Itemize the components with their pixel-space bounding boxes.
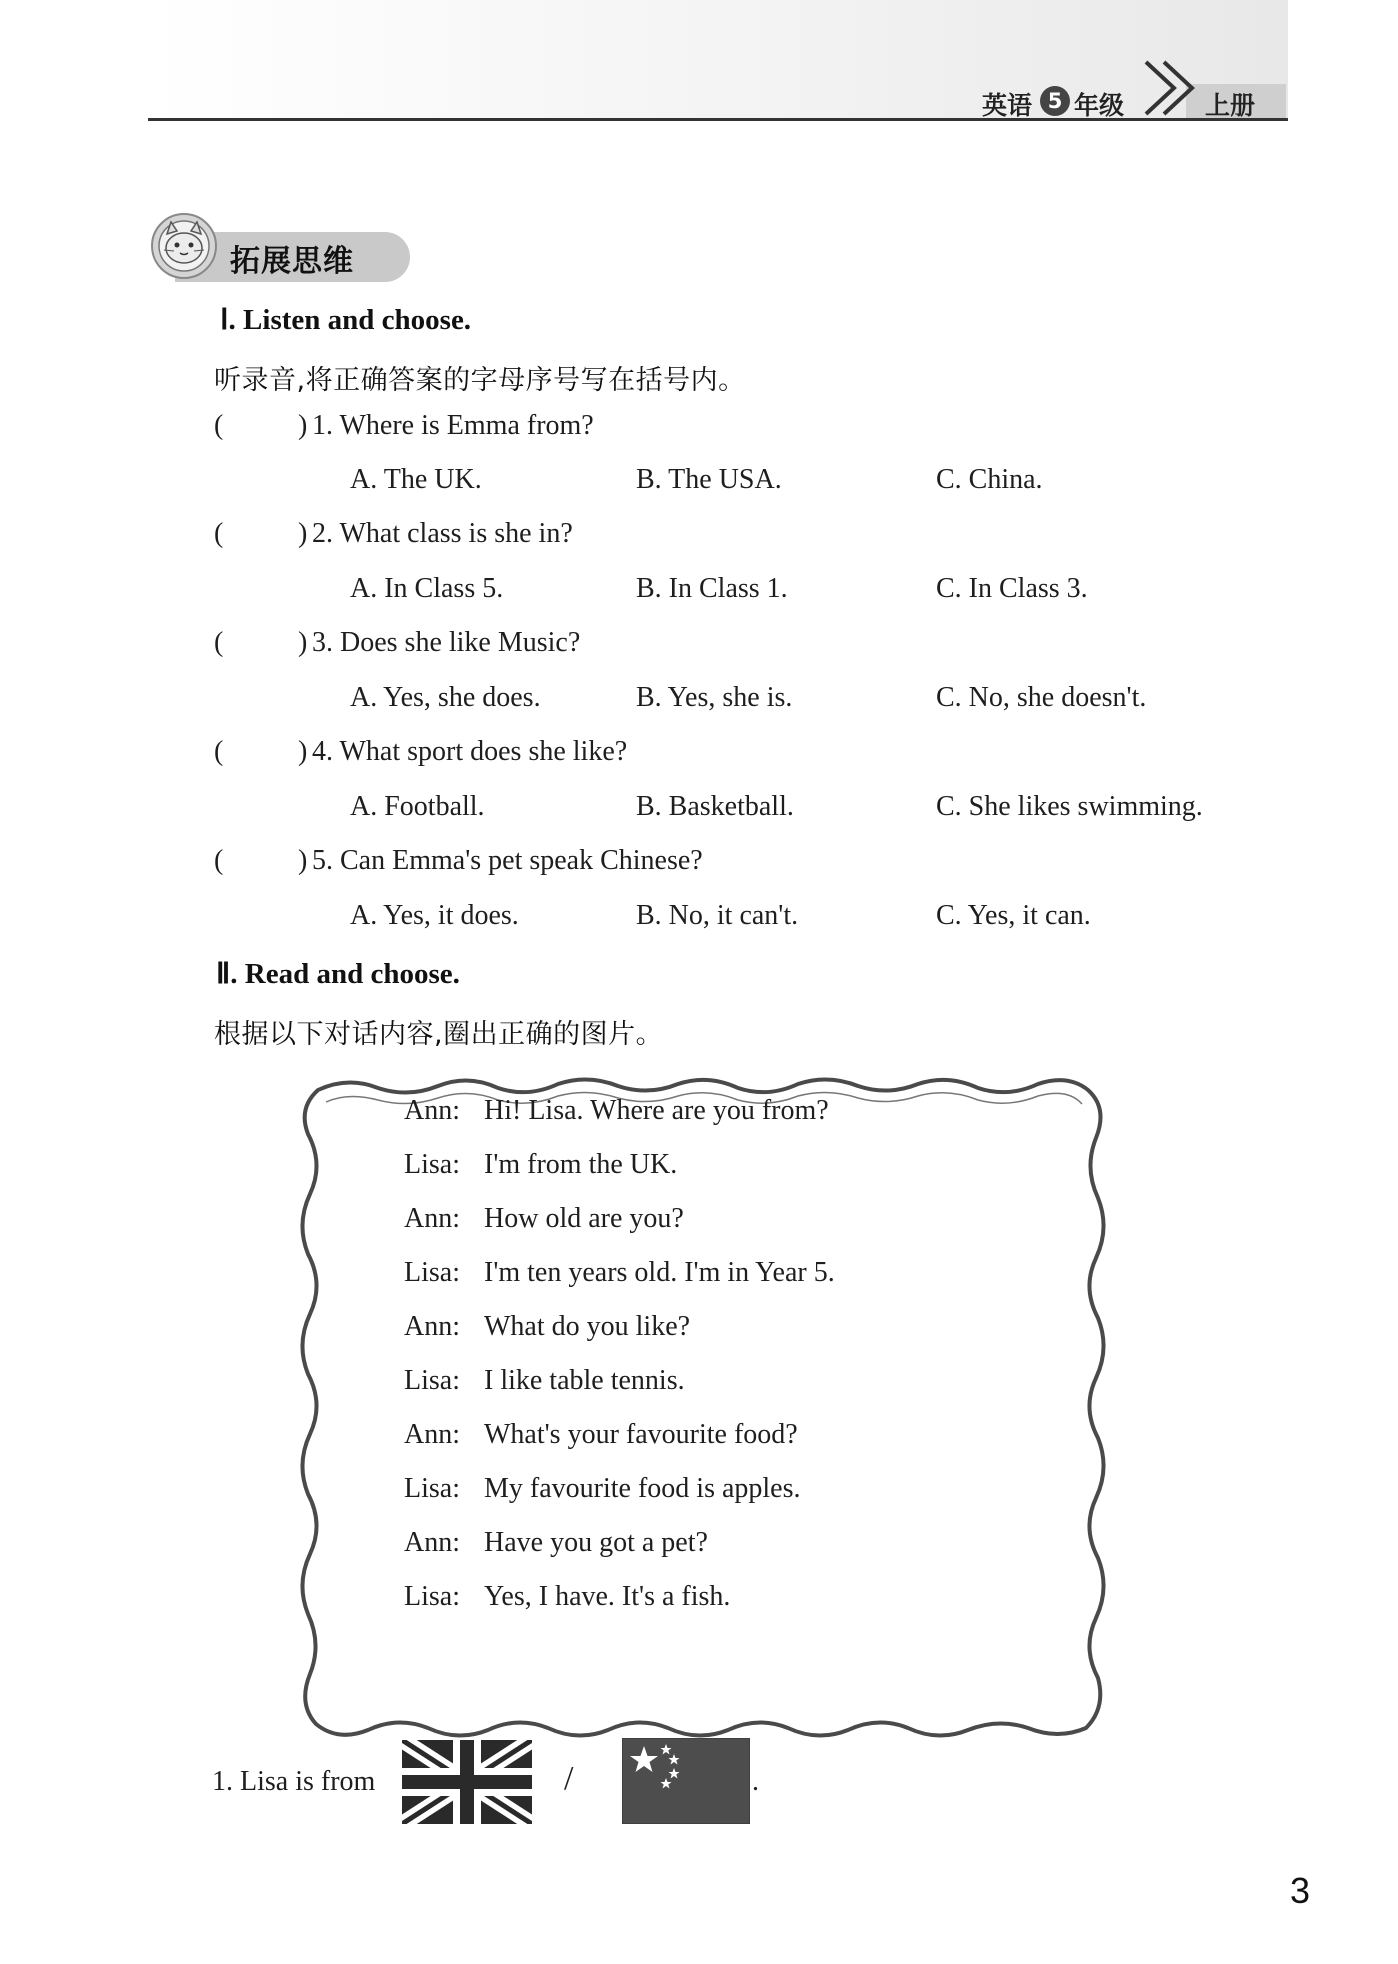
dialogue-speaker: Ann: (404, 1527, 460, 1558)
answer-blank-3[interactable] (232, 623, 294, 659)
header-subject: 英语 (982, 91, 1033, 120)
header-volume: 上册 (1205, 91, 1256, 120)
part2-heading: Ⅱ. Read and choose. (216, 958, 460, 990)
option-b: B. The USA. (636, 464, 782, 495)
question-1-end: . (752, 1766, 759, 1797)
dialogue-line: I'm ten years old. I'm in Year 5. (484, 1257, 835, 1288)
header-grade-suffix: 年级 (1074, 91, 1125, 120)
answer-bracket-open: ( (214, 736, 224, 767)
answer-blank-5[interactable] (232, 841, 294, 877)
page-number: 3 (1290, 1870, 1311, 1911)
part1-instruction: 听录音,将正确答案的字母序号写在括号内。 (214, 365, 746, 396)
question-1-text: 1. Lisa is from (212, 1766, 376, 1797)
question-text: 5. Can Emma's pet speak Chinese? (312, 845, 703, 876)
dialogue-speaker: Ann: (404, 1203, 460, 1234)
question-text: 4. What sport does she like? (312, 736, 628, 767)
answer-blank-2[interactable] (232, 514, 294, 550)
answer-bracket-close: ) (298, 518, 308, 549)
dialogue-line: What do you like? (484, 1311, 691, 1342)
header-grade-number: 5 (1040, 86, 1070, 116)
flag-separator: / (564, 1760, 574, 1797)
answer-bracket-open: ( (214, 845, 224, 876)
option-a: A. In Class 5. (350, 573, 504, 604)
dialogue-line: Have you got a pet? (484, 1527, 708, 1558)
section-title: 拓展思维 (230, 244, 354, 279)
dialogue-line: Hi! Lisa. Where are you from? (484, 1095, 829, 1126)
answer-bracket-close: ) (298, 736, 308, 767)
question-text: 1. Where is Emma from? (312, 410, 594, 441)
answer-bracket-open: ( (214, 627, 224, 658)
option-c: C. No, she doesn't. (936, 682, 1147, 713)
dialogue-speaker: Ann: (404, 1419, 460, 1450)
dialogue-line: How old are you? (484, 1203, 684, 1234)
answer-bracket-close: ) (298, 410, 308, 441)
option-a: A. Football. (350, 791, 485, 822)
dialogue-speaker: Lisa: (404, 1257, 460, 1288)
option-a: A. The UK. (350, 464, 482, 495)
dialogue-speaker: Lisa: (404, 1581, 460, 1612)
dialogue-line: My favourite food is apples. (484, 1473, 801, 1504)
answer-blank-4[interactable] (232, 732, 294, 768)
option-a: A. Yes, it does. (350, 900, 519, 931)
question-text: 3. Does she like Music? (312, 627, 581, 658)
dialogue-speaker: Ann: (404, 1311, 460, 1342)
part1-heading: Ⅰ. Listen and choose. (220, 304, 472, 336)
cat-mascot-icon (150, 212, 218, 280)
dialogue-line: I like table tennis. (484, 1365, 685, 1396)
double-chevron-icon (1140, 58, 1202, 120)
option-c: C. Yes, it can. (936, 900, 1091, 931)
option-b: B. In Class 1. (636, 573, 788, 604)
option-c: C. She likes swimming. (936, 791, 1203, 822)
dialogue-speaker: Lisa: (404, 1473, 460, 1504)
dialogue-speaker: Lisa: (404, 1149, 460, 1180)
dialogue-line: I'm from the UK. (484, 1149, 678, 1180)
part2-instruction: 根据以下对话内容,圈出正确的图片。 (214, 1019, 664, 1050)
uk-flag-icon[interactable] (402, 1740, 532, 1824)
answer-bracket-close: ) (298, 845, 308, 876)
dialogue-line: Yes, I have. It's a fish. (484, 1581, 731, 1612)
dialogue-line: What's your favourite food? (484, 1419, 798, 1450)
dialogue-speaker: Lisa: (404, 1365, 460, 1396)
option-b: B. No, it can't. (636, 900, 799, 931)
answer-blank-1[interactable] (232, 406, 294, 442)
question-text: 2. What class is she in? (312, 518, 573, 549)
option-b: B. Basketball. (636, 791, 794, 822)
option-c: C. In Class 3. (936, 573, 1088, 604)
option-a: A. Yes, she does. (350, 682, 541, 713)
answer-bracket-close: ) (298, 627, 308, 658)
answer-bracket-open: ( (214, 410, 224, 441)
answer-bracket-open: ( (214, 518, 224, 549)
option-b: B. Yes, she is. (636, 682, 793, 713)
option-c: C. China. (936, 464, 1043, 495)
dialogue-speaker: Ann: (404, 1095, 460, 1126)
china-flag-icon[interactable] (622, 1738, 750, 1824)
